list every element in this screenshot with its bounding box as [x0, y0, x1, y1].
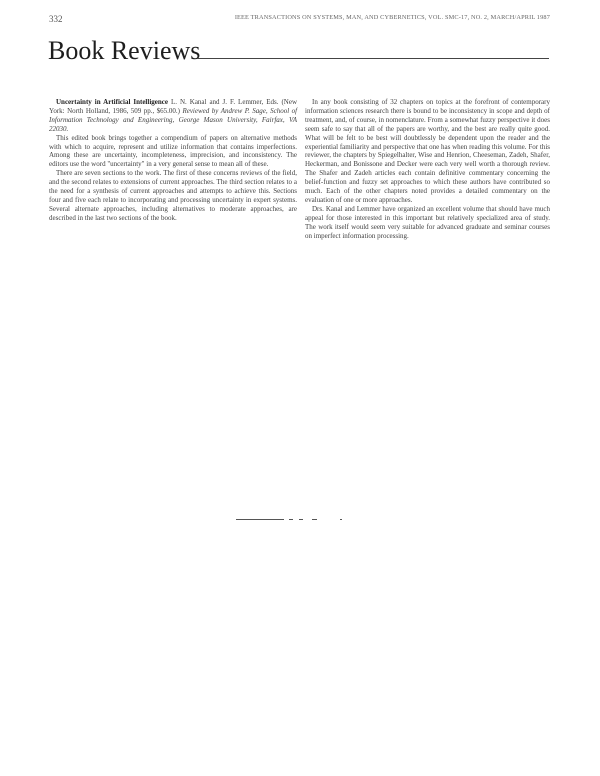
- book-title: Uncertainty in Artificial Intelligence: [56, 98, 168, 106]
- footer-rule-dash: [340, 519, 342, 520]
- footer-rule-dash: [299, 519, 303, 520]
- left-column: [49, 98, 297, 223]
- footer-rule: [236, 519, 284, 520]
- reviewer-affiliation: School of Information Technology and Engineering, George Mason University, Fairfax, VA 22030.: [49, 106, 298, 133]
- body-paragraph: There are seven sections to the work. The first of these concerns reviews of the field, and the second relates to extensions of current approaches. The third section relates to a the need for a synthesis of current approaches and attempts to achieve this. Sections four and five each relate to incorporating and processing uncertainty in expert systems. Several alternate approaches, including alternatives to moderate approaches, are described in the last two sections of the book.: [49, 169, 297, 222]
- body-paragraph: Drs. Kanal and Lemmer have organized an excellent volume that should have much appeal for those interested in this important but relatively specialized area of study. The work itself would seem very suitable for advanced graduate and seminar courses on imperfect information processing.: [305, 204, 550, 240]
- body-paragraph: This edited book brings together a compendium of papers on alternative methods with which to acquire, represent and utilize information that contains imperfections. Among these are uncertainty, incompleteness, imprecision, and inconsistency. The editors use the word "uncertainty" in a very general sense to mean all of these.: [49, 133, 297, 169]
- running-head: IEEE TRANSACTIONS ON SYSTEMS, MAN, AND CYBERNETICS, VOL. SMC-17, NO. 2, MARCH/APRIL 1987: [234, 14, 550, 21]
- right-column: [305, 98, 550, 241]
- footer-rule-dash: [289, 519, 293, 520]
- citation-details: L. N. Kanal and J. F. Lemmer, Eds. (New York: North Holland, 1986, 509 pp., $65.00.): [49, 98, 297, 115]
- footer-rule-dash: [312, 519, 317, 520]
- page-number: 332: [49, 14, 63, 24]
- section-title: Book Reviews: [48, 36, 201, 65]
- reviewed-by-label: Reviewed by: [182, 106, 219, 115]
- title-rule: [197, 58, 549, 59]
- review-citation: [49, 98, 297, 134]
- body-paragraph: In any book consisting of 32 chapters on topics at the forefront of contemporary information sciences research there is bound to be inconsistency in scope and depth of treatment, and, of course, in nomenclature. From a somewhat fuzzy perspective it does seem safe to say that all of the papers are worthy, and the best are really quite good. What will be felt to be best will doubtlessly be dependent upon the reader and the experiential familiarity and perspective that one has when reading this volume. For this reviewer, the chapters by Spiegelhalter, Wise and Henrion, Cheeseman, Zadeh, Shafer, Heckerman, and Bonissone and Decker were each very well worth a thorough review. The Shafer and Zadeh articles each contain definitive commentary concerning the belief-function and fuzzy set approaches to which these authors have contributed so much. Each of the other chapters noted provides a detailed commentary on the evaluation of one or more approaches.: [305, 98, 550, 204]
- reviewer-name: Andrew P. Sage,: [220, 106, 268, 115]
